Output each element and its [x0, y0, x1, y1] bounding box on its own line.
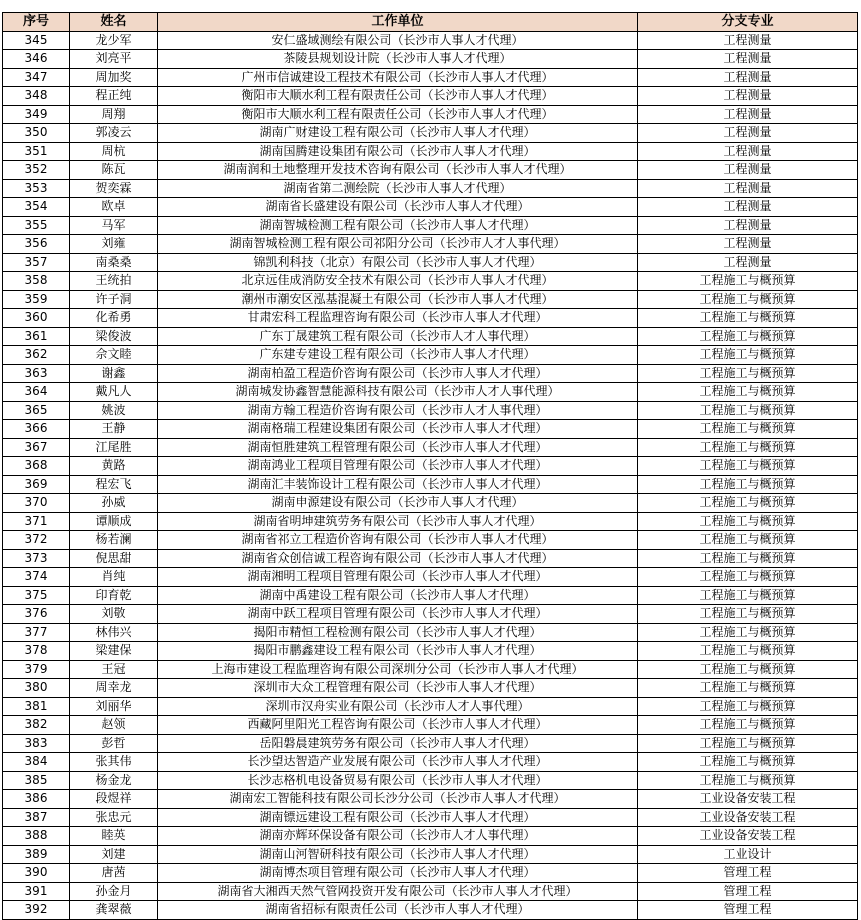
cell-no: 380 [3, 679, 70, 698]
cell-major: 工业设备安装工程 [638, 827, 858, 846]
cell-major: 工程施工与概预算 [638, 364, 858, 383]
cell-no: 384 [3, 753, 70, 772]
cell-no: 345 [3, 31, 70, 50]
cell-no: 362 [3, 346, 70, 365]
table-row [3, 142, 858, 161]
cell-no: 391 [3, 882, 70, 901]
cell-name: 许子洞 [70, 290, 158, 309]
table-row [3, 401, 858, 420]
cell-name: 欧卓 [70, 198, 158, 217]
cell-name: 贺奕霖 [70, 179, 158, 198]
cell-org: 湖南省明坤建筑劳务有限公司（长沙市人事人才代理） [158, 512, 638, 531]
table-row [3, 716, 858, 735]
cell-major: 工程施工与概预算 [638, 420, 858, 439]
cell-org: 湖南省众创信诚工程咨询有限公司（长沙市人事人才代理） [158, 549, 638, 568]
cell-no: 374 [3, 568, 70, 587]
cell-org: 湖南省祁立工程造价咨询有限公司（长沙市人事人才代理） [158, 531, 638, 550]
cell-major: 工程施工与概预算 [638, 475, 858, 494]
cell-org: 岳阳磐晨建筑劳务有限公司（长沙市人事人才代理） [158, 734, 638, 753]
table-row [3, 475, 858, 494]
table-row [3, 808, 858, 827]
cell-no: 366 [3, 420, 70, 439]
table-row [3, 845, 858, 864]
cell-name: 王静 [70, 420, 158, 439]
cell-no: 347 [3, 68, 70, 87]
cell-org: 衡阳市大顺水利工程有限责任公司（长沙市人事人才代理） [158, 87, 638, 106]
cell-major: 工程测量 [638, 31, 858, 50]
cell-name: 黄路 [70, 457, 158, 476]
cell-name: 孙威 [70, 494, 158, 513]
table-row [3, 179, 858, 198]
table-row [3, 864, 858, 883]
cell-no: 376 [3, 605, 70, 624]
cell-name: 刘雍 [70, 235, 158, 254]
cell-org: 湖南柏盈工程造价咨询有限公司（长沙市人事人才代理） [158, 364, 638, 383]
table-row [3, 512, 858, 531]
header-row [3, 13, 858, 32]
cell-no: 359 [3, 290, 70, 309]
cell-org: 甘肃宏科工程监理咨询有限公司（长沙市人事人才代理） [158, 309, 638, 328]
cell-major: 管理工程 [638, 864, 858, 883]
cell-name: 王统拍 [70, 272, 158, 291]
cell-major: 工程施工与概预算 [638, 512, 858, 531]
table-row [3, 753, 858, 772]
cell-name: 陈瓦 [70, 161, 158, 180]
cell-name: 梁俊波 [70, 327, 158, 346]
cell-name: 谭顺成 [70, 512, 158, 531]
table-row [3, 272, 858, 291]
cell-no: 379 [3, 660, 70, 679]
cell-major: 工程测量 [638, 253, 858, 272]
cell-no: 377 [3, 623, 70, 642]
cell-no: 368 [3, 457, 70, 476]
cell-name: 程宏飞 [70, 475, 158, 494]
cell-org: 揭阳市鹏鑫建设工程有限公司（长沙市人事人才代理） [158, 642, 638, 661]
cell-no: 381 [3, 697, 70, 716]
header-no: 序号 [3, 13, 70, 32]
table-row [3, 734, 858, 753]
table-row [3, 457, 858, 476]
table-row [3, 790, 858, 809]
cell-no: 371 [3, 512, 70, 531]
cell-no: 353 [3, 179, 70, 198]
cell-major: 工程施工与概预算 [638, 605, 858, 624]
cell-major: 工程测量 [638, 105, 858, 124]
table-row [3, 346, 858, 365]
header-org: 工作单位 [158, 13, 638, 32]
table-row [3, 568, 858, 587]
cell-org: 安仁盛域测绘有限公司（长沙市人事人才代理） [158, 31, 638, 50]
cell-name: 刘丽华 [70, 697, 158, 716]
cell-org: 湖南鸿业工程项目管理有限公司（长沙市人事人才代理） [158, 457, 638, 476]
cell-major: 工程测量 [638, 179, 858, 198]
table-row [3, 105, 858, 124]
cell-name: 周杭 [70, 142, 158, 161]
cell-org: 上海市建设工程监理咨询有限公司深圳分公司（长沙市人事人才代理） [158, 660, 638, 679]
cell-major: 工程施工与概预算 [638, 309, 858, 328]
table-row [3, 161, 858, 180]
cell-name: 杨金龙 [70, 771, 158, 790]
table-row [3, 494, 858, 513]
cell-no: 351 [3, 142, 70, 161]
cell-major: 工程施工与概预算 [638, 531, 858, 550]
cell-no: 352 [3, 161, 70, 180]
cell-org: 湖南博杰项目管理有限公司（长沙市人事人才代理） [158, 864, 638, 883]
cell-major: 工程施工与概预算 [638, 623, 858, 642]
cell-name: 张忠元 [70, 808, 158, 827]
cell-org: 湖南镖远建设工程有限公司（长沙市人事人才代理） [158, 808, 638, 827]
table-row [3, 383, 858, 402]
cell-org: 锦凯利科技（北京）有限公司（长沙市人事人才代理） [158, 253, 638, 272]
table-row [3, 87, 858, 106]
table-row [3, 364, 858, 383]
cell-major: 工程施工与概预算 [638, 753, 858, 772]
cell-no: 370 [3, 494, 70, 513]
cell-name: 龚翠薇 [70, 901, 158, 920]
cell-major: 工程测量 [638, 161, 858, 180]
cell-no: 361 [3, 327, 70, 346]
cell-no: 358 [3, 272, 70, 291]
cell-major: 管理工程 [638, 882, 858, 901]
table-row [3, 642, 858, 661]
cell-org: 西藏阿里阳光工程咨询有限公司（长沙市人事人才代理） [158, 716, 638, 735]
cell-org: 湖南城发协鑫智慧能源科技有限公司（长沙市人才人事代理） [158, 383, 638, 402]
cell-major: 工程施工与概预算 [638, 679, 858, 698]
header-name: 姓名 [70, 13, 158, 32]
cell-name: 程正纯 [70, 87, 158, 106]
cell-name: 张其伟 [70, 753, 158, 772]
cell-no: 386 [3, 790, 70, 809]
cell-major: 工程测量 [638, 68, 858, 87]
table-row [3, 198, 858, 217]
cell-org: 湖南湘明工程项目管理有限公司（长沙市人事人才代理） [158, 568, 638, 587]
cell-name: 刘敬 [70, 605, 158, 624]
cell-name: 肖纯 [70, 568, 158, 587]
cell-no: 348 [3, 87, 70, 106]
cell-name: 谢鑫 [70, 364, 158, 383]
table-row [3, 901, 858, 920]
cell-name: 南桑桑 [70, 253, 158, 272]
cell-name: 刘建 [70, 845, 158, 864]
cell-name: 周幸龙 [70, 679, 158, 698]
cell-no: 388 [3, 827, 70, 846]
cell-name: 杨若澜 [70, 531, 158, 550]
cell-name: 段煜祥 [70, 790, 158, 809]
cell-org: 长沙望达智造产业发展有限公司（长沙市人事人才代理） [158, 753, 638, 772]
cell-org: 湖南智城检测工程有限公司（长沙市人事人才代理） [158, 216, 638, 235]
cell-major: 工程测量 [638, 124, 858, 143]
cell-org: 湖南广财建设工程有限公司（长沙市人事人才代理） [158, 124, 638, 143]
table-row [3, 309, 858, 328]
cell-no: 387 [3, 808, 70, 827]
cell-no: 390 [3, 864, 70, 883]
cell-major: 工程测量 [638, 50, 858, 69]
cell-major: 工程施工与概预算 [638, 716, 858, 735]
table-row [3, 623, 858, 642]
cell-no: 378 [3, 642, 70, 661]
cell-org: 广州市信诚建设工程技术有限公司（长沙市人事人才代理） [158, 68, 638, 87]
cell-org: 衡阳市大顺水利工程有限责任公司（长沙市人事人才代理） [158, 105, 638, 124]
cell-name: 佘文睦 [70, 346, 158, 365]
table-row [3, 531, 858, 550]
cell-major: 工程施工与概预算 [638, 438, 858, 457]
cell-org: 深圳市大众工程管理有限公司（长沙市人事人才代理） [158, 679, 638, 698]
cell-org: 湖南省长盛建设有限公司（长沙市人事人才代理） [158, 198, 638, 217]
cell-org: 湖南润和土地整理开发技术咨询有限公司（长沙市人事人才代理） [158, 161, 638, 180]
cell-org: 湖南中跃工程项目管理有限公司（长沙市人事人才代理） [158, 605, 638, 624]
cell-org: 广东建专建设工程有限公司（长沙市人事人才代理） [158, 346, 638, 365]
table-row [3, 827, 858, 846]
cell-org: 湖南省招标有限责任公司（长沙市人事人才代理） [158, 901, 638, 920]
table-row [3, 327, 858, 346]
cell-no: 360 [3, 309, 70, 328]
cell-org: 湖南申源建设有限公司（长沙市人事人才代理） [158, 494, 638, 513]
cell-org: 北京远佳成消防安全技术有限公司（长沙市人事人才代理） [158, 272, 638, 291]
cell-name: 马军 [70, 216, 158, 235]
cell-name: 刘亮平 [70, 50, 158, 69]
cell-no: 383 [3, 734, 70, 753]
cell-major: 工程施工与概预算 [638, 290, 858, 309]
cell-major: 工程施工与概预算 [638, 401, 858, 420]
table-row [3, 771, 858, 790]
cell-name: 化希勇 [70, 309, 158, 328]
cell-org: 湖南宏工智能科技有限公司长沙分公司（长沙市人事人才代理） [158, 790, 638, 809]
cell-major: 工程施工与概预算 [638, 346, 858, 365]
roster-table [2, 12, 858, 920]
cell-major: 工程施工与概预算 [638, 568, 858, 587]
cell-major: 工程施工与概预算 [638, 272, 858, 291]
cell-org: 揭阳市精恒工程检测有限公司（长沙市人事人才代理） [158, 623, 638, 642]
cell-major: 工程施工与概预算 [638, 549, 858, 568]
cell-org: 湖南国腾建设集团有限公司（长沙市人事人才代理） [158, 142, 638, 161]
table-row [3, 679, 858, 698]
cell-name: 江尾胜 [70, 438, 158, 457]
cell-major: 工程测量 [638, 142, 858, 161]
cell-name: 周加奖 [70, 68, 158, 87]
cell-name: 林伟兴 [70, 623, 158, 642]
cell-name: 倪思甜 [70, 549, 158, 568]
table-row [3, 660, 858, 679]
cell-org: 湖南省第二测绘院（长沙市人事人才代理） [158, 179, 638, 198]
cell-no: 364 [3, 383, 70, 402]
cell-org: 湖南汇丰装饰设计工程有限公司（长沙市人事人才代理） [158, 475, 638, 494]
cell-major: 工程测量 [638, 235, 858, 254]
cell-major: 工程施工与概预算 [638, 697, 858, 716]
table-row [3, 50, 858, 69]
cell-no: 350 [3, 124, 70, 143]
table-row [3, 549, 858, 568]
cell-name: 梁建保 [70, 642, 158, 661]
cell-name: 龙少军 [70, 31, 158, 50]
cell-org: 湖南山河智研科技有限公司（长沙市人事人才代理） [158, 845, 638, 864]
cell-org: 深圳市汉舟实业有限公司（长沙市人才人事代理） [158, 697, 638, 716]
cell-org: 茶陵县规划设计院（长沙市人事人才代理） [158, 50, 638, 69]
cell-no: 367 [3, 438, 70, 457]
cell-org: 长沙志格机电设备贸易有限公司（长沙市人事人才代理） [158, 771, 638, 790]
table-row [3, 216, 858, 235]
cell-org: 潮州市潮安区泓基混凝土有限公司（长沙市人事人才代理） [158, 290, 638, 309]
cell-major: 工程施工与概预算 [638, 383, 858, 402]
cell-no: 365 [3, 401, 70, 420]
cell-major: 工业设备安装工程 [638, 808, 858, 827]
cell-org: 湖南恒胜建筑工程管理有限公司（长沙市人事人才代理） [158, 438, 638, 457]
cell-no: 349 [3, 105, 70, 124]
cell-no: 392 [3, 901, 70, 920]
cell-no: 389 [3, 845, 70, 864]
cell-name: 印育乾 [70, 586, 158, 605]
cell-major: 工程测量 [638, 87, 858, 106]
cell-org: 湖南格瑞工程建设集团有限公司（长沙市人事人才代理） [158, 420, 638, 439]
cell-major: 管理工程 [638, 901, 858, 920]
cell-name: 戴凡人 [70, 383, 158, 402]
cell-major: 工程施工与概预算 [638, 660, 858, 679]
cell-org: 湖南智城检测工程有限公司祁阳分公司（长沙市人才人事代理） [158, 235, 638, 254]
cell-major: 工程施工与概预算 [638, 771, 858, 790]
table-row [3, 124, 858, 143]
table-row [3, 605, 858, 624]
cell-major: 工业设备安装工程 [638, 790, 858, 809]
cell-no: 375 [3, 586, 70, 605]
cell-no: 363 [3, 364, 70, 383]
cell-org: 广东丁晟建筑工程有限公司（长沙市人才人事代理） [158, 327, 638, 346]
cell-name: 郭凌云 [70, 124, 158, 143]
table-row [3, 68, 858, 87]
cell-no: 373 [3, 549, 70, 568]
cell-no: 372 [3, 531, 70, 550]
cell-major: 工程施工与概预算 [638, 327, 858, 346]
cell-no: 382 [3, 716, 70, 735]
table-body [3, 31, 858, 919]
table-row [3, 697, 858, 716]
cell-major: 工程施工与概预算 [638, 642, 858, 661]
cell-no: 346 [3, 50, 70, 69]
cell-org: 湖南方翰工程造价咨询有限公司（长沙市人才人事代理） [158, 401, 638, 420]
cell-major: 工程施工与概预算 [638, 586, 858, 605]
table-row [3, 882, 858, 901]
cell-no: 369 [3, 475, 70, 494]
cell-major: 工程施工与概预算 [638, 734, 858, 753]
cell-no: 355 [3, 216, 70, 235]
table-row [3, 253, 858, 272]
cell-name: 王冠 [70, 660, 158, 679]
cell-name: 彭哲 [70, 734, 158, 753]
cell-no: 357 [3, 253, 70, 272]
cell-major: 工业设计 [638, 845, 858, 864]
cell-name: 周翔 [70, 105, 158, 124]
cell-no: 356 [3, 235, 70, 254]
cell-major: 工程施工与概预算 [638, 457, 858, 476]
cell-org: 湖南省大湘西天然气管网投资开发有限公司（长沙市人事人才代理） [158, 882, 638, 901]
cell-major: 工程测量 [638, 198, 858, 217]
cell-major: 工程施工与概预算 [638, 494, 858, 513]
cell-name: 唐茜 [70, 864, 158, 883]
cell-name: 姚波 [70, 401, 158, 420]
table-row [3, 420, 858, 439]
table-row [3, 438, 858, 457]
cell-major: 工程测量 [638, 216, 858, 235]
cell-name: 睦英 [70, 827, 158, 846]
table-row [3, 31, 858, 50]
cell-name: 孙金月 [70, 882, 158, 901]
cell-name: 赵领 [70, 716, 158, 735]
cell-org: 湖南亦辉环保设备有限公司（长沙市人才人事代理） [158, 827, 638, 846]
header-major: 分支专业 [638, 13, 858, 32]
table-row [3, 586, 858, 605]
table-row [3, 290, 858, 309]
cell-no: 354 [3, 198, 70, 217]
table-row [3, 235, 858, 254]
cell-org: 湖南中禹建设工程有限公司（长沙市人事人才代理） [158, 586, 638, 605]
cell-no: 385 [3, 771, 70, 790]
